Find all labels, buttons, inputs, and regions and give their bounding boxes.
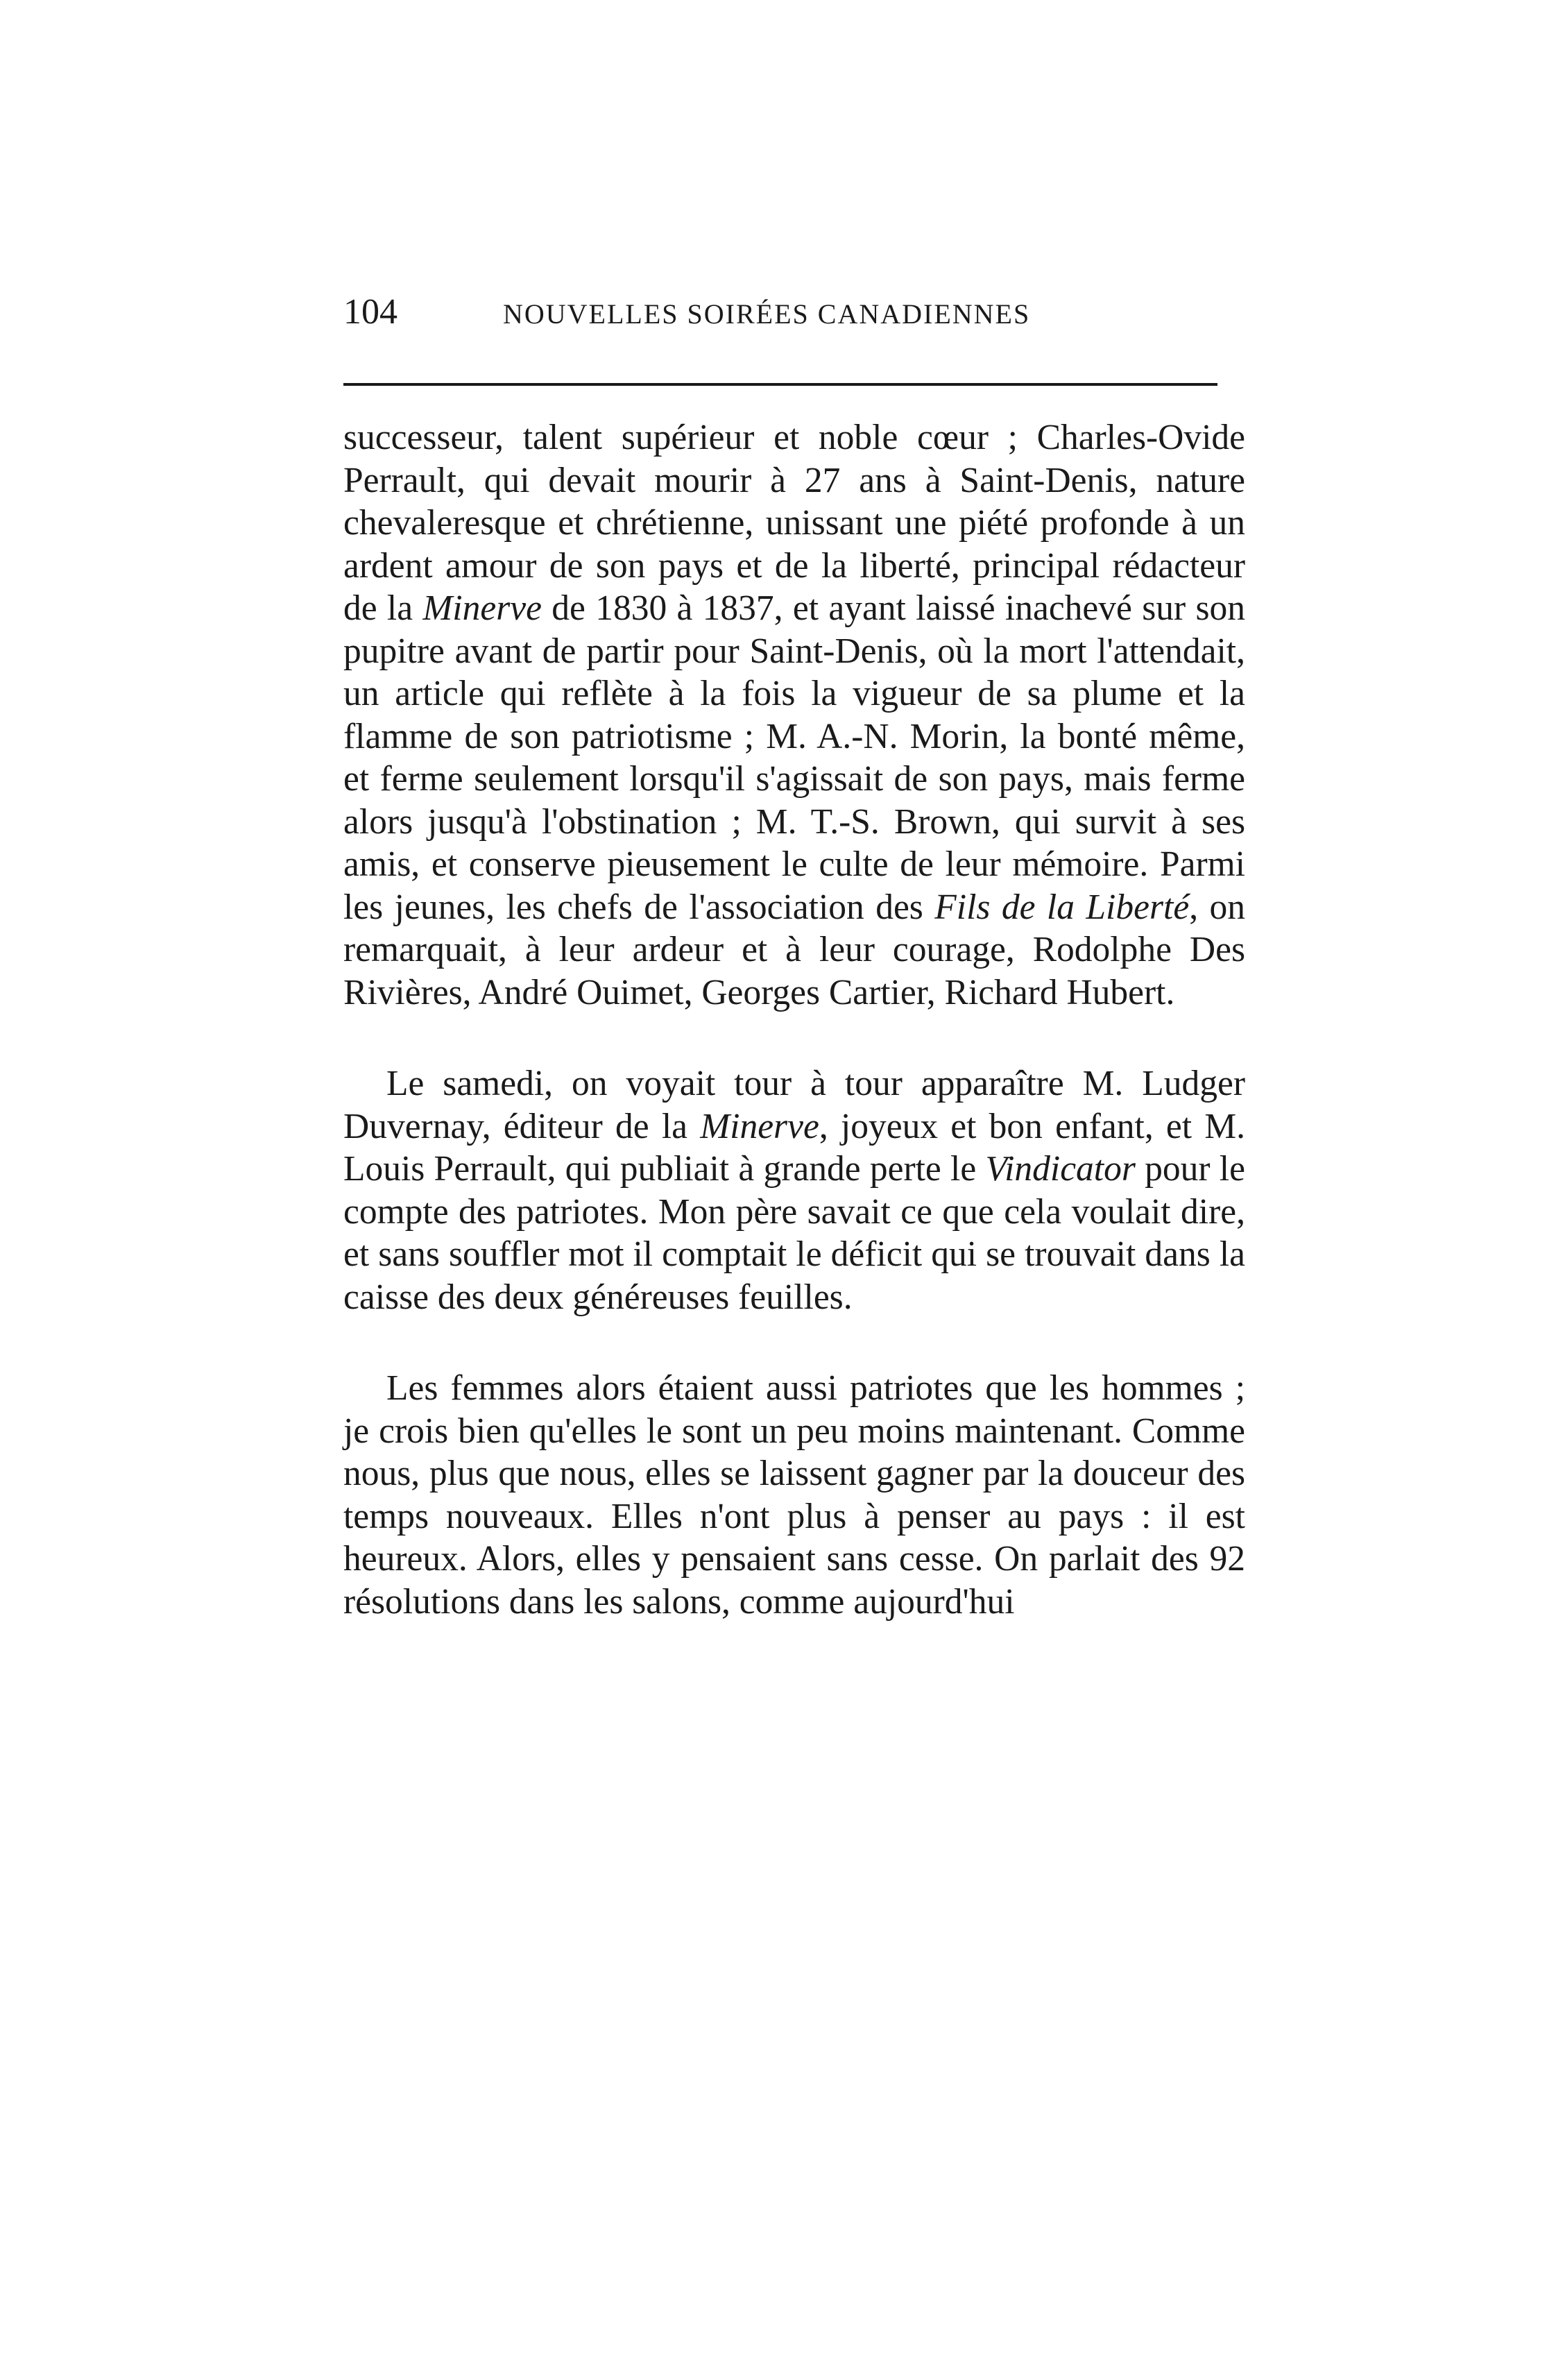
running-title: NOUVELLES SOIRÉES CANADIENNES — [503, 298, 1031, 330]
text-run: , joyeux et bon enfant, et M. Louis Perrault, qui publiait à grande perte le — [343, 1106, 1245, 1189]
paragraph: Les femmes alors étaient aussi patriotes que les hommes ; je crois bien qu'elles le sont un peu moins maintenant. Comme nous, plus que nous, elles se laissent gagner par la douceur des temps nouveaux. Elles n'ont plus à penser au pays : il est heureux. Alors, elles y pensaient sans cesse. On parlait des 92 résolutions dans les salons, comme aujourd'hui — [343, 1368, 1245, 1622]
italic-title: Minerve — [422, 588, 542, 628]
text-column — [343, 416, 1245, 1623]
italic-title: Minerve — [700, 1106, 819, 1146]
italic-title: Vindicator — [985, 1149, 1136, 1189]
paragraph — [343, 416, 1245, 1014]
text-run: de 1830 à 1837, et ayant laissé inachevé sur son pupitre avant de partir pour Saint-Denis, où la mort l'attendait, un article qui reflète à la fois la vigueur de sa plume et la flamme de son patriotisme ; M. A.-N. Morin, la bonté même, et ferme seulement lorsqu'il s'agissait de son pays, mais ferme alors jusqu'à l'obstination ; M. T.-S. Brown, qui survit à ses amis, et conserve pieusement le culte de leur mémoire. Parmi les jeunes, les chefs de l'association des — [343, 588, 1245, 927]
page-number: 104 — [343, 292, 397, 332]
text-run: Le samedi, on voyait tour à tour apparaître M. Ludger Duvernay, éditeur de la — [343, 1064, 1245, 1146]
paragraph — [343, 1062, 1245, 1318]
text-run: pour le compte des patriotes. Mon père savait ce que cela voulait dire, et sans souffler mot il comptait le déficit qui se trouvait dans la caisse des deux généreuses feuilles. — [343, 1149, 1245, 1317]
italic-title: Fils de la Liberté — [934, 887, 1190, 927]
running-head — [343, 291, 1245, 340]
text-run: successeur, talent supérieur et noble cœur ; Charles-Ovide Perrault, qui devait mourir à 27 ans à Saint-Denis, nature chevaleresque et chrétienne, unissant une piété profonde à un ardent amour de son pays et de la liberté, principal rédacteur de la — [343, 418, 1245, 628]
text-run: , on remarquait, à leur ardeur et à leur courage, Rodolphe Des Rivières, André Ouimet, Georges Cartier, Richard Hubert. — [343, 887, 1246, 1012]
header-rule — [343, 383, 1217, 386]
